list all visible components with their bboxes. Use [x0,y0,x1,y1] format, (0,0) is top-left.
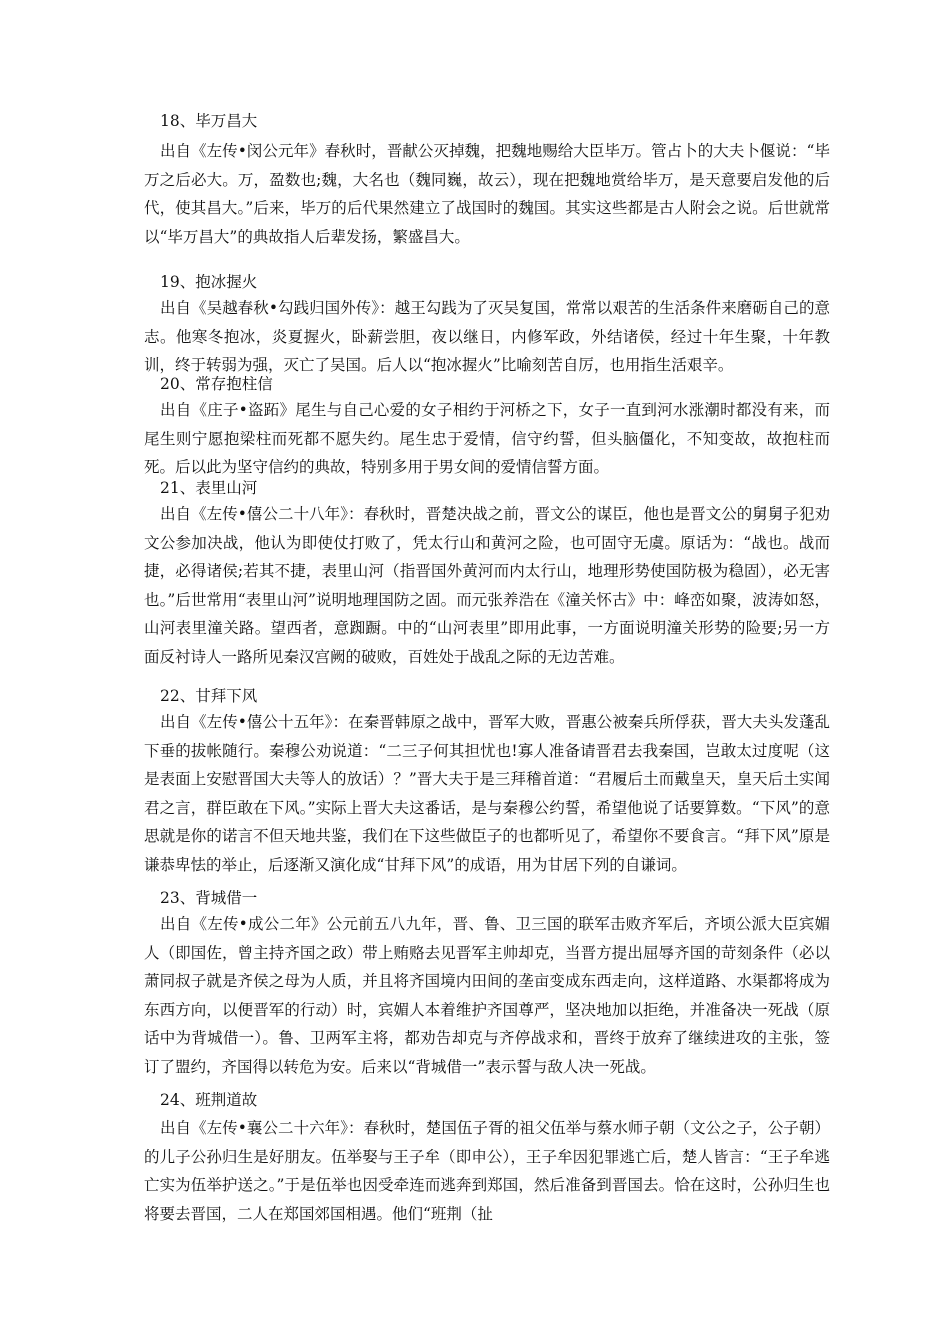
entry-21-title: 21、表里山河 [160,479,258,497]
entry-19-title: 19、抱冰握火 [160,273,258,291]
entry-21-body: 出自《左传•僖公二十八年》：春秋时，晋楚决战之前，晋文公的谋臣，他也是晋文公的舅舅子犯劝文公参加决战，他认为即使仗打败了，凭太行山和黄河之险，也可固守无虞。原话为：“战也。战而捷，必得诸侯;若其不捷，表里山河（指晋国外黄河而内太行山，地理形势使国防极为稳固），必无害也。”后世常用“表里山河”说明地理国防之固。而元张养浩在《潼关怀古》中：峰峦如聚，波涛如怒，山河表里潼关路。望西者，意踟蹰。中的“山河表里”即用此事，一方面说明潼关形势的险要;另一方面反衬诗人一路所见秦汉宫阙的破败，百姓处于战乱之际的无边苦难。 [144,505,830,666]
entry-18-body: 出自《左传•闵公元年》春秋时，晋献公灭掉魏，把魏地赐给大臣毕万。管占卜的大夫卜偃说：“毕万之后必大。万，盈数也;魏，大名也（魏同巍，故云），现在把魏地赏给毕万，是天意要启发他的后代，使其昌大。”后来，毕万的后代果然建立了战国时的魏国。其实这些都是古人附会之说。后世就常以“毕万昌大”的典故指人后辈发扬，繁盛昌大。 [144,142,830,246]
entry-20-title: 20、常存抱柱信 [160,375,273,393]
entry-24-body: 出自《左传•襄公二十六年》：春秋时，楚国伍子胥的祖父伍举与蔡水师子朝（文公之子，公子朝）的儿子公孙归生是好朋友。伍举娶与王子牟（即申公），王子牟因犯罪逃亡后，楚人皆言：“王子牟逃亡实为伍举护送之。”于是伍举也因受牵连而逃奔到郑国，然后准备到晋国去。恰在这时，公孙归生也将要去晋国，二人在郑国郊国相遇。他们“班荆（扯 [144,1119,830,1223]
entry-22-body: 出自《左传•僖公十五年》：在秦晋韩原之战中，晋军大败，晋惠公被秦兵所俘获，晋大夫头发蓬乱下垂的拔帐随行。秦穆公劝说道：“二三子何其担忧也!寡人准备请晋君去我秦国，岂敢太过度呢（这是表面上安慰晋国大夫等人的放话）？”晋大夫于是三拜稽首道：“君履后土而戴皇天，皇天后土实闻君之言，群臣敢在下风。”实际上晋大夫这番话，是与秦穆公约誓，希望他说了话要算数。“下风”的意思就是你的诺言不但天地共鉴，我们在下这些做臣子的也都听见了，希望你不要食言。“拜下风”原是谦恭卑怯的举止，后逐渐又演化成“甘拜下风”的成语，用为甘居下列的自谦词。 [144,713,830,874]
entry-19-body: 出自《吴越春秋•勾践归国外传》：越王勾践为了灭吴复国，常常以艰苦的生活条件来磨砺自己的意志。他寒冬抱冰，炎夏握火，卧薪尝胆，夜以继日，内修军政，外结诸侯，经过十年生聚，十年教训，终于转弱为强，灭亡了吴国。后人以“抱冰握火”比喻刻苦自厉，也用指生活艰辛。 [144,299,830,375]
entry-23-body: 出自《左传•成公二年》公元前五八九年，晋、鲁、卫三国的联军击败齐军后，齐顷公派大臣宾媚人（即国佐，曾主持齐国之政）带上贿赂去见晋军主帅却克，当晋方提出屈辱齐国的苛刻条件（必以萧同叔子就是齐侯之母为人质，并且将齐国境内田间的垄亩变成东西走向，这样道路、水渠都将成为东西方向，以便晋军的行动）时，宾媚人本着维护齐国尊严，坚决地加以拒绝，并准备决一死战（原话中为背城借一）。鲁、卫两军主将，都劝告却克与齐停战求和，晋终于放弃了继续进攻的主张，签订了盟约，齐国得以转危为安。后来以“背城借一”表示誓与敌人决一死战。 [144,915,830,1076]
entry-23-title: 23、背城借一 [160,889,258,907]
entry-22-title: 22、甘拜下风 [160,687,258,705]
entry-20-body: 出自《庄子•盗跖》尾生与自己心爱的女子相约于河桥之下，女子一直到河水涨潮时都没有来，而尾生则宁愿抱梁柱而死都不愿失约。尾生忠于爱情，信守约誓，但头脑僵化，不知变故，故抱柱而死。后以此为坚守信约的典故，特别多用于男女间的爱情信誓方面。 [144,401,830,477]
entry-24-title: 24、班荆道故 [160,1091,258,1109]
entry-18-title: 18、毕万昌大 [160,112,258,130]
